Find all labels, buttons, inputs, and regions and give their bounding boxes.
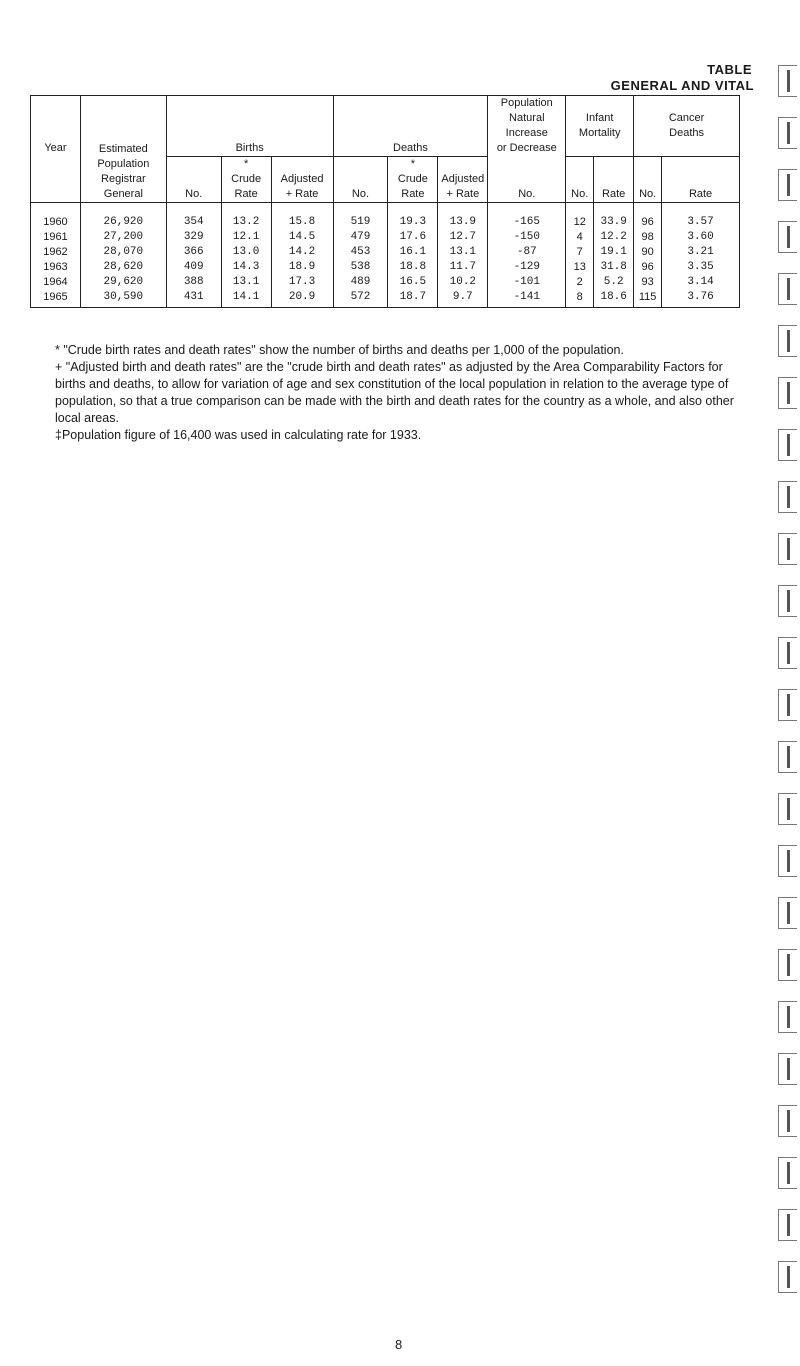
table-cell: 3.57	[662, 202, 740, 230]
table-cell: 19.3	[388, 202, 438, 230]
binding-mark	[778, 221, 797, 253]
table-cell: 17.3	[271, 275, 333, 290]
table-cell: 19.1	[594, 245, 634, 260]
binding-mark	[778, 481, 797, 513]
table-cell: 538	[333, 260, 388, 275]
binding-mark	[778, 1157, 797, 1189]
binding-mark	[778, 1001, 797, 1033]
table-cell: 13.2	[221, 202, 271, 230]
table-cell: 20.9	[271, 290, 333, 308]
table-cell: 1962	[31, 245, 81, 260]
table-cell: 13	[566, 260, 594, 275]
table-cell: -165	[488, 202, 566, 230]
header-deaths-adjusted: Adjusted + Rate	[438, 156, 488, 202]
header-year: Year	[31, 96, 81, 203]
table-cell: 1965	[31, 290, 81, 308]
table-cell: -129	[488, 260, 566, 275]
table-cell: 1961	[31, 230, 81, 245]
table-cell: 14.5	[271, 230, 333, 245]
table-cell: 13.1	[221, 275, 271, 290]
table-cell: -101	[488, 275, 566, 290]
table-cell: 96	[634, 260, 662, 275]
table-cell: 13.0	[221, 245, 271, 260]
binding-mark	[778, 533, 797, 565]
binding-mark	[778, 1053, 797, 1085]
binding-mark	[778, 1105, 797, 1137]
header-births-crude: * Crude Rate	[221, 156, 271, 202]
table-cell: 13.9	[438, 202, 488, 230]
table-cell: 9.7	[438, 290, 488, 308]
binding-mark	[778, 65, 797, 97]
table-cell: 28,620	[80, 260, 166, 275]
table-cell: -87	[488, 245, 566, 260]
binding-mark	[778, 689, 797, 721]
table-cell: 453	[333, 245, 388, 260]
binding-mark	[778, 273, 797, 305]
table-cell: 8	[566, 290, 594, 308]
table-cell: -150	[488, 230, 566, 245]
table-cell: 388	[166, 275, 221, 290]
binding-mark	[778, 897, 797, 929]
header-infant-no: No.	[566, 156, 594, 202]
table-cell: 11.7	[438, 260, 488, 275]
table-cell: 366	[166, 245, 221, 260]
header-deaths-no: No.	[333, 156, 388, 202]
table-cell: 329	[166, 230, 221, 245]
header-population: Estimated Population Registrar General	[80, 96, 166, 203]
table-cell: 431	[166, 290, 221, 308]
header-cancer-deaths: Cancer Deaths	[634, 96, 740, 157]
table-row	[31, 260, 740, 275]
table-cell: 354	[166, 202, 221, 230]
footnote-adjusted: + "Adjusted birth and death rates" are the "crude birth and death rates" as adjusted by the Area Comparability Factors for births and deaths, to allow for variation of age and sex constitution of the local population in relation to the average type of population, so that a true comparison can be made with the birth and death rates for the country as a whole, and also other local areas.	[55, 360, 734, 425]
table-cell: 16.5	[388, 275, 438, 290]
table-cell: 572	[333, 290, 388, 308]
table-cell: 93	[634, 275, 662, 290]
binding-mark	[778, 429, 797, 461]
binding-mark	[778, 1209, 797, 1241]
table-body	[31, 202, 740, 307]
table-cell: 12.7	[438, 230, 488, 245]
table-label: TABLE	[707, 62, 752, 77]
header-infant-rate: Rate	[594, 156, 634, 202]
table-cell: 13.1	[438, 245, 488, 260]
table-row	[31, 202, 740, 230]
binding-mark	[778, 585, 797, 617]
header-births: Births	[166, 96, 333, 157]
table-cell: 17.6	[388, 230, 438, 245]
table-cell: 1960	[31, 202, 81, 230]
table-cell: 18.8	[388, 260, 438, 275]
header-infant-mortality: Infant Mortality	[566, 96, 634, 157]
table-cell: 96	[634, 202, 662, 230]
page-number: 8	[395, 1337, 403, 1352]
footnotes	[55, 342, 745, 444]
table-cell: 29,620	[80, 275, 166, 290]
table-cell: 90	[634, 245, 662, 260]
table-row	[31, 230, 740, 245]
table-cell: -141	[488, 290, 566, 308]
binding-mark	[778, 845, 797, 877]
table-cell: 14.2	[271, 245, 333, 260]
table-row	[31, 290, 740, 308]
table-cell: 18.6	[594, 290, 634, 308]
table-cell: 1964	[31, 275, 81, 290]
table-cell: 26,920	[80, 202, 166, 230]
header-deaths-crude: * Crude Rate	[388, 156, 438, 202]
header-deaths: Deaths	[333, 96, 488, 157]
table-cell: 3.35	[662, 260, 740, 275]
table-cell: 3.60	[662, 230, 740, 245]
table-cell: 479	[333, 230, 388, 245]
header-births-adjusted: Adjusted + Rate	[271, 156, 333, 202]
table-cell: 28,070	[80, 245, 166, 260]
table-cell: 14.3	[221, 260, 271, 275]
table-cell: 409	[166, 260, 221, 275]
table-cell: 98	[634, 230, 662, 245]
header-births-no: No.	[166, 156, 221, 202]
table-cell: 3.76	[662, 290, 740, 308]
table-cell: 10.2	[438, 275, 488, 290]
header-cancer-no: No.	[634, 156, 662, 202]
binding-mark	[778, 637, 797, 669]
vital-statistics-table	[30, 95, 740, 308]
header-natural-no: No.	[488, 156, 566, 202]
table-cell: 33.9	[594, 202, 634, 230]
binding-mark	[778, 741, 797, 773]
table-cell: 31.8	[594, 260, 634, 275]
header-natural-increase: Population Natural Increase or Decrease	[488, 96, 566, 157]
table-cell: 5.2	[594, 275, 634, 290]
table-cell: 519	[333, 202, 388, 230]
binding-mark	[778, 377, 797, 409]
table-title: GENERAL AND VITAL	[610, 78, 754, 93]
table-cell: 3.14	[662, 275, 740, 290]
binding-mark	[778, 325, 797, 357]
table-cell: 14.1	[221, 290, 271, 308]
table-cell: 12.1	[221, 230, 271, 245]
table-cell: 7	[566, 245, 594, 260]
table-row	[31, 275, 740, 290]
table-cell: 2	[566, 275, 594, 290]
binding-mark	[778, 793, 797, 825]
table-cell: 18.9	[271, 260, 333, 275]
table-row	[31, 245, 740, 260]
table-cell: 12	[566, 202, 594, 230]
table-cell: 4	[566, 230, 594, 245]
table-cell: 15.8	[271, 202, 333, 230]
table-cell: 489	[333, 275, 388, 290]
table-cell: 30,590	[80, 290, 166, 308]
table-cell: 115	[634, 290, 662, 308]
table-cell: 3.21	[662, 245, 740, 260]
binding-mark	[778, 117, 797, 149]
table-cell: 1963	[31, 260, 81, 275]
table-cell: 27,200	[80, 230, 166, 245]
footnote-crude: * "Crude birth rates and death rates" show the number of births and deaths per 1,000 of the population.	[55, 343, 624, 357]
header-cancer-rate: Rate	[662, 156, 740, 202]
table-cell: 12.2	[594, 230, 634, 245]
binding-mark	[778, 1261, 797, 1293]
table-cell: 18.7	[388, 290, 438, 308]
table-cell: 16.1	[388, 245, 438, 260]
binding-mark	[778, 949, 797, 981]
binding-mark	[778, 169, 797, 201]
footnote-population: ‡Population figure of 16,400 was used in calculating rate for 1933.	[55, 428, 422, 442]
